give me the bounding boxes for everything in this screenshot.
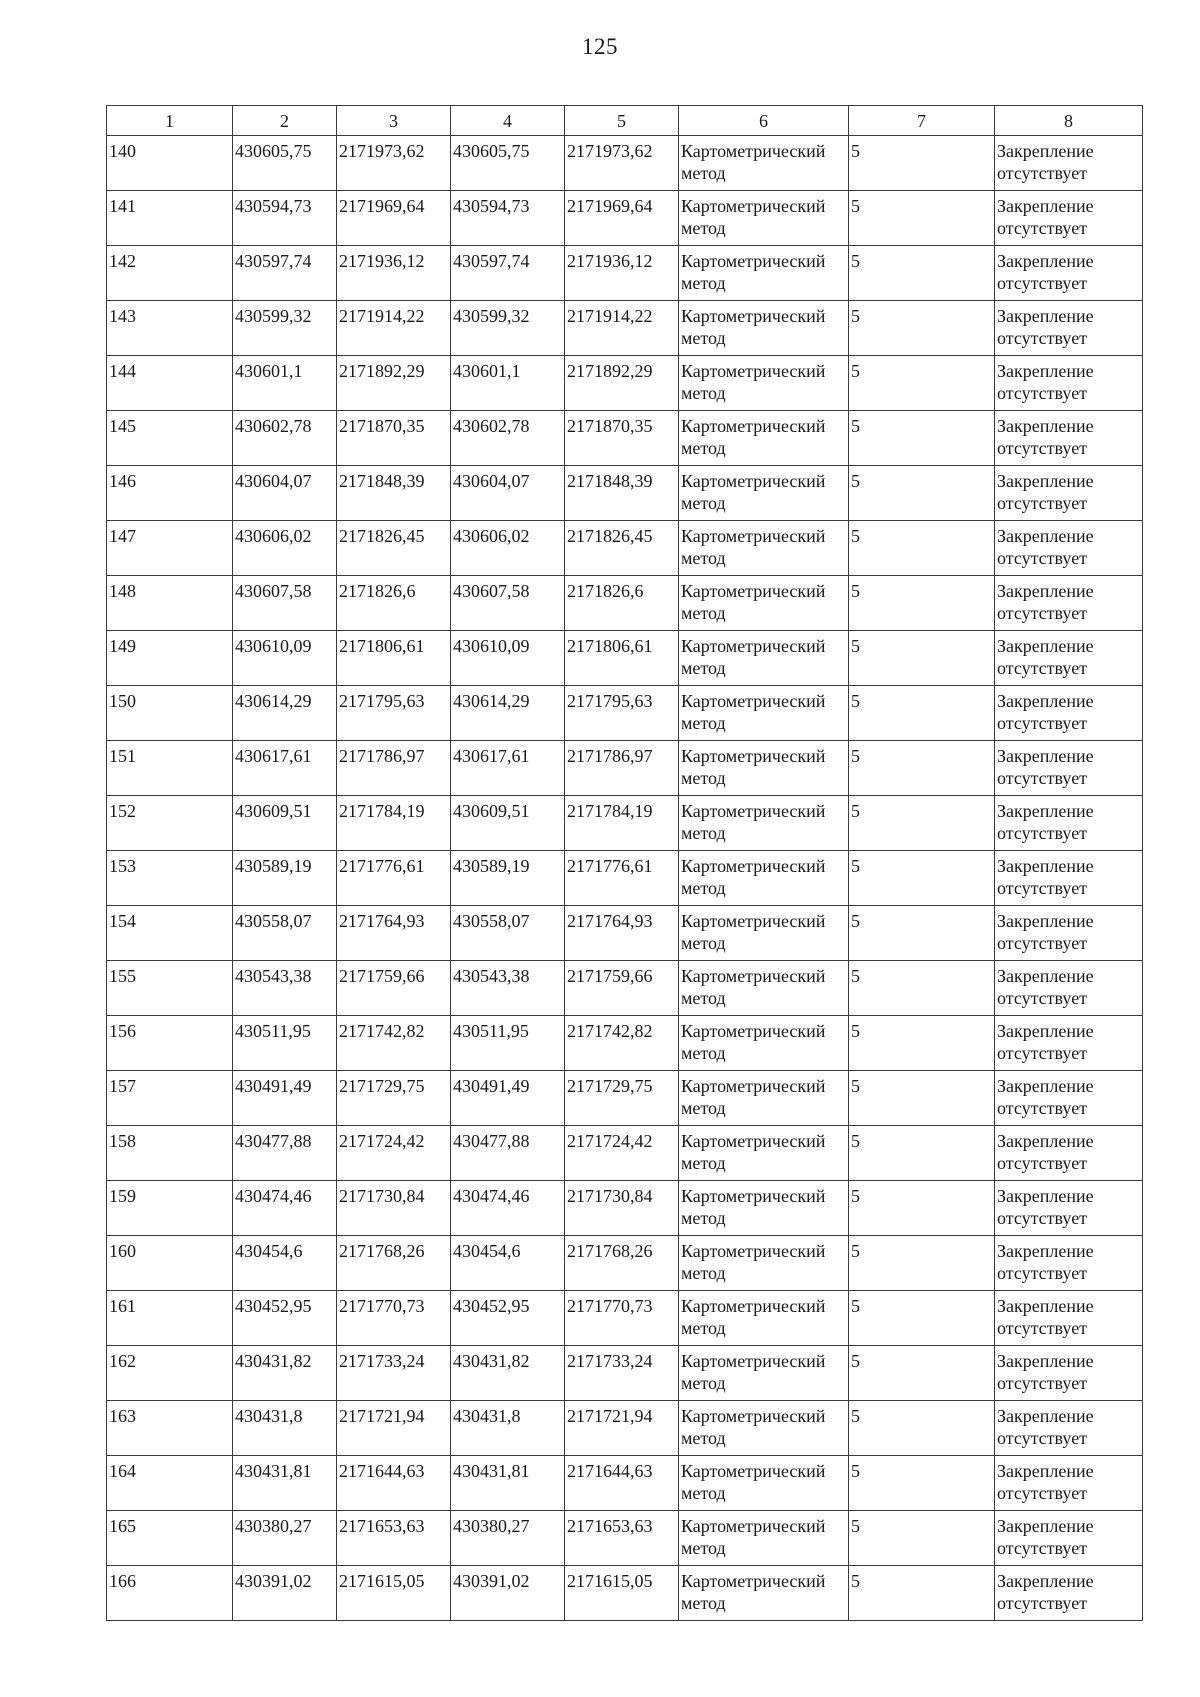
cell-point-number: 166 [107,1566,233,1621]
cell-accuracy: 5 [849,246,995,301]
cell-x-new: 430604,07 [451,466,565,521]
cell-method: Картометрический метод [679,851,849,906]
cell-method: Картометрический метод [679,1126,849,1181]
cell-x-new: 430605,75 [451,136,565,191]
cell-y-existing: 2171784,19 [337,796,451,851]
cell-y-new: 2171644,63 [565,1456,679,1511]
cell-x-new: 430380,27 [451,1511,565,1566]
column-header: 6 [679,106,849,136]
cell-x-existing: 430431,82 [233,1346,337,1401]
cell-x-new: 430597,74 [451,246,565,301]
cell-x-existing: 430380,27 [233,1511,337,1566]
cell-point-number: 153 [107,851,233,906]
table-row [107,1566,1143,1621]
cell-fixing: Закрепление отсутствует [995,741,1143,796]
cell-method: Картометрический метод [679,796,849,851]
table-row [107,686,1143,741]
column-header: 3 [337,106,451,136]
cell-y-new: 2171724,42 [565,1126,679,1181]
table-row [107,301,1143,356]
cell-y-existing: 2171724,42 [337,1126,451,1181]
table-row [107,1126,1143,1181]
cell-x-new: 430601,1 [451,356,565,411]
cell-x-existing: 430543,38 [233,961,337,1016]
cell-y-new: 2171730,84 [565,1181,679,1236]
cell-y-new: 2171892,29 [565,356,679,411]
cell-accuracy: 5 [849,796,995,851]
cell-y-new: 2171784,19 [565,796,679,851]
cell-point-number: 151 [107,741,233,796]
table-row [107,1016,1143,1071]
cell-y-existing: 2171733,24 [337,1346,451,1401]
cell-accuracy: 5 [849,1016,995,1071]
cell-x-existing: 430601,1 [233,356,337,411]
cell-accuracy: 5 [849,521,995,576]
cell-point-number: 141 [107,191,233,246]
cell-fixing: Закрепление отсутствует [995,356,1143,411]
cell-x-existing: 430477,88 [233,1126,337,1181]
cell-y-new: 2171786,97 [565,741,679,796]
cell-y-existing: 2171973,62 [337,136,451,191]
table-row [107,1511,1143,1566]
cell-x-existing: 430604,07 [233,466,337,521]
table-row [107,741,1143,796]
cell-point-number: 146 [107,466,233,521]
column-header: 2 [233,106,337,136]
cell-point-number: 142 [107,246,233,301]
cell-fixing: Закрепление отсутствует [995,686,1143,741]
cell-x-new: 430454,6 [451,1236,565,1291]
cell-y-existing: 2171615,05 [337,1566,451,1621]
table-row [107,191,1143,246]
cell-y-existing: 2171892,29 [337,356,451,411]
cell-y-new: 2171826,6 [565,576,679,631]
cell-method: Картометрический метод [679,1236,849,1291]
cell-method: Картометрический метод [679,961,849,1016]
cell-fixing: Закрепление отсутствует [995,191,1143,246]
cell-x-existing: 430511,95 [233,1016,337,1071]
cell-accuracy: 5 [849,1181,995,1236]
cell-point-number: 147 [107,521,233,576]
cell-y-existing: 2171764,93 [337,906,451,961]
cell-y-existing: 2171644,63 [337,1456,451,1511]
cell-x-new: 430452,95 [451,1291,565,1346]
cell-x-existing: 430431,81 [233,1456,337,1511]
cell-fixing: Закрепление отсутствует [995,246,1143,301]
cell-fixing: Закрепление отсутствует [995,1291,1143,1346]
cell-x-new: 430543,38 [451,961,565,1016]
cell-accuracy: 5 [849,1346,995,1401]
cell-y-new: 2171615,05 [565,1566,679,1621]
cell-fixing: Закрепление отсутствует [995,631,1143,686]
cell-method: Картометрический метод [679,906,849,961]
cell-x-existing: 430431,8 [233,1401,337,1456]
cell-y-new: 2171969,64 [565,191,679,246]
cell-method: Картометрический метод [679,246,849,301]
cell-x-new: 430599,32 [451,301,565,356]
cell-fixing: Закрепление отсутствует [995,906,1143,961]
cell-method: Картометрический метод [679,136,849,191]
cell-x-new: 430431,82 [451,1346,565,1401]
cell-x-new: 430491,49 [451,1071,565,1126]
cell-y-existing: 2171786,97 [337,741,451,796]
cell-fixing: Закрепление отсутствует [995,796,1143,851]
cell-x-new: 430602,78 [451,411,565,466]
cell-fixing: Закрепление отсутствует [995,1181,1143,1236]
table-header-row [107,106,1143,136]
cell-point-number: 149 [107,631,233,686]
cell-x-existing: 430599,32 [233,301,337,356]
cell-accuracy: 5 [849,356,995,411]
cell-x-new: 430558,07 [451,906,565,961]
cell-method: Картометрический метод [679,1181,849,1236]
cell-accuracy: 5 [849,1071,995,1126]
cell-y-existing: 2171795,63 [337,686,451,741]
table-row [107,411,1143,466]
cell-method: Картометрический метод [679,1511,849,1566]
column-header: 4 [451,106,565,136]
cell-y-existing: 2171826,45 [337,521,451,576]
cell-x-new: 430606,02 [451,521,565,576]
cell-y-existing: 2171759,66 [337,961,451,1016]
cell-x-existing: 430491,49 [233,1071,337,1126]
cell-y-new: 2171826,45 [565,521,679,576]
cell-point-number: 156 [107,1016,233,1071]
column-header: 8 [995,106,1143,136]
cell-x-existing: 430474,46 [233,1181,337,1236]
cell-fixing: Закрепление отсутствует [995,1456,1143,1511]
table-row [107,1181,1143,1236]
cell-x-new: 430589,19 [451,851,565,906]
cell-x-existing: 430589,19 [233,851,337,906]
table-row [107,961,1143,1016]
table-row [107,1401,1143,1456]
cell-fixing: Закрепление отсутствует [995,1566,1143,1621]
cell-y-existing: 2171870,35 [337,411,451,466]
cell-fixing: Закрепление отсутствует [995,1511,1143,1566]
cell-accuracy: 5 [849,1566,995,1621]
cell-accuracy: 5 [849,1236,995,1291]
cell-fixing: Закрепление отсутствует [995,1071,1143,1126]
column-header: 1 [107,106,233,136]
column-header: 5 [565,106,679,136]
cell-y-existing: 2171770,73 [337,1291,451,1346]
cell-x-existing: 430602,78 [233,411,337,466]
cell-method: Картометрический метод [679,1291,849,1346]
cell-x-new: 430607,58 [451,576,565,631]
table-row [107,576,1143,631]
cell-method: Картометрический метод [679,1071,849,1126]
cell-y-new: 2171776,61 [565,851,679,906]
cell-y-new: 2171742,82 [565,1016,679,1071]
cell-x-existing: 430610,09 [233,631,337,686]
cell-y-existing: 2171826,6 [337,576,451,631]
cell-fixing: Закрепление отсутствует [995,1401,1143,1456]
cell-method: Картометрический метод [679,1016,849,1071]
cell-x-existing: 430391,02 [233,1566,337,1621]
cell-x-existing: 430454,6 [233,1236,337,1291]
cell-y-new: 2171936,12 [565,246,679,301]
cell-x-new: 430477,88 [451,1126,565,1181]
cell-method: Картометрический метод [679,466,849,521]
cell-x-new: 430617,61 [451,741,565,796]
column-header: 7 [849,106,995,136]
cell-accuracy: 5 [849,1291,995,1346]
cell-point-number: 148 [107,576,233,631]
cell-y-new: 2171721,94 [565,1401,679,1456]
cell-x-existing: 430597,74 [233,246,337,301]
table-row [107,136,1143,191]
table-row [107,356,1143,411]
cell-method: Картометрический метод [679,521,849,576]
cell-y-existing: 2171653,63 [337,1511,451,1566]
cell-y-existing: 2171936,12 [337,246,451,301]
cell-y-existing: 2171914,22 [337,301,451,356]
table-row [107,1236,1143,1291]
cell-x-new: 430431,81 [451,1456,565,1511]
cell-accuracy: 5 [849,1456,995,1511]
cell-y-new: 2171733,24 [565,1346,679,1401]
cell-fixing: Закрепление отсутствует [995,576,1143,631]
cell-fixing: Закрепление отсутствует [995,301,1143,356]
cell-method: Картометрический метод [679,191,849,246]
cell-y-new: 2171848,39 [565,466,679,521]
cell-fixing: Закрепление отсутствует [995,851,1143,906]
cell-y-existing: 2171969,64 [337,191,451,246]
cell-x-new: 430511,95 [451,1016,565,1071]
cell-point-number: 158 [107,1126,233,1181]
cell-accuracy: 5 [849,631,995,686]
cell-fixing: Закрепление отсутствует [995,1346,1143,1401]
cell-fixing: Закрепление отсутствует [995,521,1143,576]
cell-accuracy: 5 [849,466,995,521]
cell-accuracy: 5 [849,906,995,961]
cell-method: Картометрический метод [679,1566,849,1621]
cell-accuracy: 5 [849,301,995,356]
table-row [107,466,1143,521]
cell-x-new: 430594,73 [451,191,565,246]
cell-method: Картометрический метод [679,576,849,631]
cell-x-new: 430391,02 [451,1566,565,1621]
cell-method: Картометрический метод [679,1346,849,1401]
cell-y-new: 2171768,26 [565,1236,679,1291]
cell-accuracy: 5 [849,1401,995,1456]
cell-x-existing: 430605,75 [233,136,337,191]
cell-y-existing: 2171721,94 [337,1401,451,1456]
cell-fixing: Закрепление отсутствует [995,1126,1143,1181]
table-row [107,246,1143,301]
cell-fixing: Закрепление отсутствует [995,136,1143,191]
cell-x-new: 430431,8 [451,1401,565,1456]
cell-y-existing: 2171848,39 [337,466,451,521]
cell-accuracy: 5 [849,576,995,631]
table-row [107,851,1143,906]
cell-point-number: 163 [107,1401,233,1456]
cell-method: Картометрический метод [679,686,849,741]
cell-x-existing: 430594,73 [233,191,337,246]
table-row [107,1071,1143,1126]
cell-fixing: Закрепление отсутствует [995,961,1143,1016]
cell-y-new: 2171764,93 [565,906,679,961]
cell-fixing: Закрепление отсутствует [995,466,1143,521]
cell-x-new: 430610,09 [451,631,565,686]
cell-method: Картометрический метод [679,741,849,796]
cell-x-existing: 430558,07 [233,906,337,961]
cell-method: Картометрический метод [679,356,849,411]
cell-accuracy: 5 [849,1126,995,1181]
cell-accuracy: 5 [849,851,995,906]
table-row [107,1291,1143,1346]
coordinates-table [106,105,1143,1621]
cell-y-existing: 2171806,61 [337,631,451,686]
cell-y-new: 2171653,63 [565,1511,679,1566]
cell-point-number: 140 [107,136,233,191]
cell-y-new: 2171729,75 [565,1071,679,1126]
page-number: 125 [582,34,618,59]
cell-y-new: 2171759,66 [565,961,679,1016]
table-row [107,796,1143,851]
cell-point-number: 160 [107,1236,233,1291]
cell-y-new: 2171770,73 [565,1291,679,1346]
cell-point-number: 154 [107,906,233,961]
cell-y-existing: 2171768,26 [337,1236,451,1291]
cell-x-existing: 430617,61 [233,741,337,796]
cell-x-new: 430609,51 [451,796,565,851]
cell-point-number: 145 [107,411,233,466]
cell-point-number: 162 [107,1346,233,1401]
cell-y-new: 2171795,63 [565,686,679,741]
table-row [107,521,1143,576]
cell-x-existing: 430452,95 [233,1291,337,1346]
cell-fixing: Закрепление отсутствует [995,411,1143,466]
cell-x-existing: 430614,29 [233,686,337,741]
cell-x-new: 430614,29 [451,686,565,741]
cell-method: Картометрический метод [679,1456,849,1511]
cell-point-number: 164 [107,1456,233,1511]
cell-accuracy: 5 [849,961,995,1016]
cell-method: Картометрический метод [679,1401,849,1456]
cell-x-existing: 430609,51 [233,796,337,851]
cell-y-existing: 2171729,75 [337,1071,451,1126]
cell-method: Картометрический метод [679,301,849,356]
cell-y-new: 2171973,62 [565,136,679,191]
cell-point-number: 150 [107,686,233,741]
cell-point-number: 157 [107,1071,233,1126]
cell-fixing: Закрепление отсутствует [995,1016,1143,1071]
cell-method: Картометрический метод [679,631,849,686]
table-body [107,136,1143,1621]
table-row [107,906,1143,961]
cell-accuracy: 5 [849,686,995,741]
cell-accuracy: 5 [849,741,995,796]
cell-y-existing: 2171776,61 [337,851,451,906]
cell-x-existing: 430607,58 [233,576,337,631]
cell-x-new: 430474,46 [451,1181,565,1236]
cell-point-number: 144 [107,356,233,411]
cell-method: Картометрический метод [679,411,849,466]
cell-point-number: 143 [107,301,233,356]
cell-x-existing: 430606,02 [233,521,337,576]
cell-y-new: 2171870,35 [565,411,679,466]
cell-point-number: 159 [107,1181,233,1236]
cell-fixing: Закрепление отсутствует [995,1236,1143,1291]
table-row [107,1346,1143,1401]
cell-y-existing: 2171730,84 [337,1181,451,1236]
cell-y-new: 2171806,61 [565,631,679,686]
cell-accuracy: 5 [849,191,995,246]
cell-accuracy: 5 [849,411,995,466]
cell-accuracy: 5 [849,136,995,191]
cell-y-existing: 2171742,82 [337,1016,451,1071]
cell-y-new: 2171914,22 [565,301,679,356]
cell-point-number: 155 [107,961,233,1016]
cell-point-number: 152 [107,796,233,851]
cell-point-number: 165 [107,1511,233,1566]
cell-accuracy: 5 [849,1511,995,1566]
cell-point-number: 161 [107,1291,233,1346]
table-row [107,1456,1143,1511]
table-row [107,631,1143,686]
